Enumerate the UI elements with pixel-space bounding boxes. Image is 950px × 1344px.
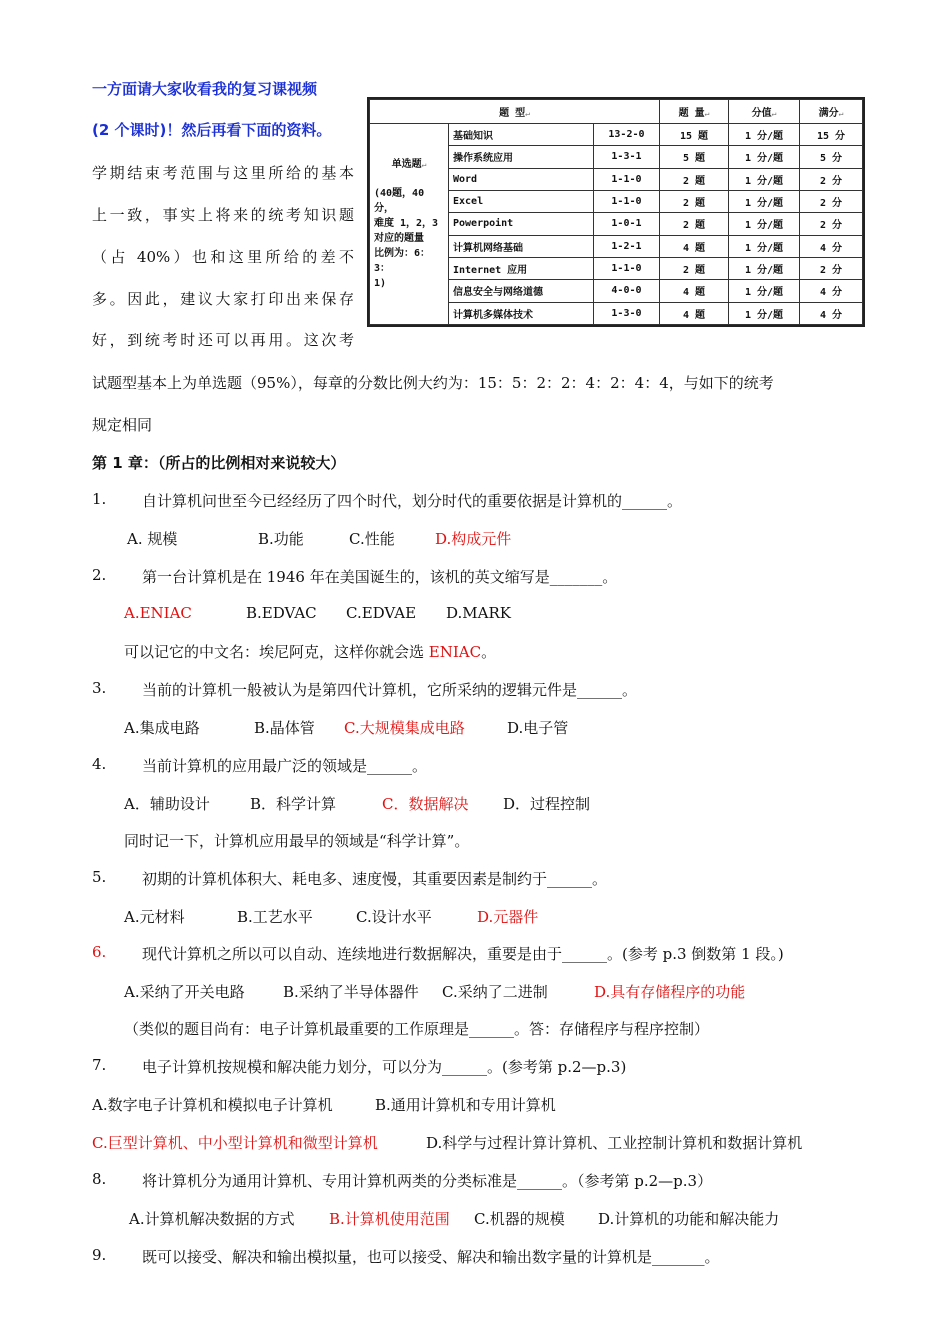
question-note: 同时记一下，计算机应用最早的领域是“科学计算”。 (124, 832, 470, 850)
question-number: 5. (92, 868, 107, 886)
option-c-answer: C.大规模集成电路 (344, 719, 465, 737)
option-c-answer: C.巨型计算机、中小型计算机和微型计算机 (92, 1134, 378, 1152)
table-row-count: 2 题 (660, 213, 729, 235)
question-text: 当前的计算机一般被认为是第四代计算机，它所采纳的逻辑元件是______。 (142, 681, 638, 699)
question-number: 6. (92, 943, 107, 961)
option-a: A.元材料 (124, 908, 185, 926)
option-c: C.EDVAE (346, 604, 417, 622)
table-group-note-1: (40题，40分， (374, 188, 425, 214)
option-a: A.计算机解决数据的方式 (129, 1210, 295, 1228)
option-a: A．辅助设计 (124, 795, 210, 813)
option-c: C.机器的规模 (474, 1210, 565, 1228)
question-text: 当前计算机的应用最广泛的领域是______。 (142, 757, 428, 775)
table-group-note-5: 1) (374, 278, 387, 289)
table-group-label: 单选题↵ (391, 159, 427, 170)
table-row-count: 4 题 (660, 235, 729, 257)
table-row-score: 1 分/题 (729, 146, 800, 168)
question-text: 将计算机分为通用计算机、专用计算机两类的分类标准是______。（参考第 p.2—p.3） (142, 1172, 713, 1190)
option-a: A. 规模 (127, 530, 178, 548)
exam-structure-table (367, 97, 865, 327)
option-d: D.计算机的功能和解决能力 (598, 1210, 780, 1228)
option-a-answer: A.ENIAC (124, 604, 192, 622)
option-d-answer: D.元器件 (477, 908, 539, 926)
question-text: 电子计算机按规模和解决能力划分，可以分为______。(参考第 p.2—p.3) (142, 1058, 627, 1076)
option-b: B.EDVAC (246, 604, 317, 622)
table-row-topic: Word (449, 168, 594, 190)
table-row-topic: 基础知识 (449, 124, 594, 146)
intro-line-5: 好，到统考时还可以再用。这次考 (92, 331, 354, 349)
table-row-topic: 信息安全与网络道德 (449, 280, 594, 302)
option-c-answer: C．数据解决 (382, 795, 469, 813)
table-header-count: 题 量↵ (660, 100, 729, 124)
question-text: 自计算机问世至今已经经历了四个时代，划分时代的重要依据是计算机的______。 (142, 492, 683, 510)
option-b: B.通用计算机和专用计算机 (375, 1096, 556, 1114)
option-d: D.电子管 (507, 719, 569, 737)
intro-line-4: 多。因此，建议大家打印出来保存 (92, 290, 354, 308)
intro-line-1: 学期结束考范围与这里所给的基本 (92, 164, 354, 182)
question-text: 第一台计算机是在 1946 年在美国诞生的，该机的英文缩写是_______。 (142, 568, 618, 586)
table-row-code: 1-1-0 (593, 168, 659, 190)
table-header-type: 题 型↵ (370, 100, 660, 124)
chapter-heading: 第 1 章：（所占的比例相对来说较大） (92, 454, 346, 472)
table-row-count: 15 题 (660, 124, 729, 146)
table-group-note-3: 对应的题量 (374, 233, 424, 244)
intro-last-line: 规定相同 (92, 416, 153, 434)
intro-full-line: 试题型基本上为单选题（95%），每章的分数比例大约为：15：5：2：2：4：2：4：4，与如下的统考 (92, 374, 774, 392)
question-note: （类似的题目尚有：电子计算机最重要的工作原理是______。答：存储程序与程序控制） (124, 1020, 710, 1038)
table-row-score: 1 分/题 (729, 190, 800, 212)
question-number: 9. (92, 1246, 107, 1264)
intro-line-2: 上一致，事实上将来的统考知识题 (92, 206, 354, 224)
table-row-topic: Internet 应用 (449, 257, 594, 279)
table-row-score: 1 分/题 (729, 168, 800, 190)
question-number: 3. (92, 679, 107, 697)
intro-blue-line-2: (2 个课时)！然后再看下面的资料。 (92, 121, 332, 139)
table-header-full: 满分↵ (800, 100, 863, 124)
option-d-answer: D.具有存储程序的功能 (594, 983, 746, 1001)
question-number: 2. (92, 566, 107, 584)
table-group-note-2: 难度 1，2，3 (374, 218, 439, 229)
intro-line-3: （占 40%）也和这里所给的差不 (92, 248, 354, 266)
table-row-code: 4-0-0 (593, 280, 659, 302)
table-row-full: 5 分 (800, 146, 863, 168)
table-row-count: 2 题 (660, 190, 729, 212)
table-row-full: 15 分 (800, 124, 863, 146)
table-row-count: 4 题 (660, 280, 729, 302)
table-row-code: 1-3-0 (593, 302, 659, 324)
table-row-code: 1-1-0 (593, 257, 659, 279)
option-c: C.设计水平 (356, 908, 432, 926)
option-d-answer: D.构成元件 (435, 530, 512, 548)
option-b: B.工艺水平 (237, 908, 313, 926)
option-c: C.性能 (349, 530, 395, 548)
table-row-topic: 计算机网络基础 (449, 235, 594, 257)
option-b: B．科学计算 (250, 795, 337, 813)
table-row-score: 1 分/题 (729, 257, 800, 279)
table-row-full: 4 分 (800, 235, 863, 257)
option-b: B.采纳了半导体器件 (283, 983, 419, 1001)
option-c: C.采纳了二进制 (442, 983, 548, 1001)
table-row-full: 4 分 (800, 280, 863, 302)
table-row-full: 2 分 (800, 168, 863, 190)
table-row-code: 13-2-0 (593, 124, 659, 146)
option-b: B.功能 (258, 530, 304, 548)
note-answer: ENIAC (428, 643, 482, 661)
question-text: 初期的计算机体积大、耗电多、速度慢，其重要因素是制约于______。 (142, 870, 608, 888)
question-text: 现代计算机之所以可以自动、连续地进行数据解决，重要是由于______。(参考 p.3 倒数第 1 段。) (142, 945, 784, 963)
table-row-count: 5 题 (660, 146, 729, 168)
question-number: 8. (92, 1170, 107, 1188)
question-number: 1. (92, 490, 107, 508)
table-row-full: 2 分 (800, 213, 863, 235)
table-row-score: 1 分/题 (729, 302, 800, 324)
question-note: 可以记它的中文名：埃尼阿克，这样你就会选 ENIAC。 (124, 643, 497, 661)
table-header-score: 分值↵ (729, 100, 800, 124)
table-row-score: 1 分/题 (729, 213, 800, 235)
table-row-full: 2 分 (800, 190, 863, 212)
option-b-answer: B.计算机使用范围 (329, 1210, 450, 1228)
table-row-code: 1-3-1 (593, 146, 659, 168)
table-row-topic: Powerpoint (449, 213, 594, 235)
option-a: A.采纳了开关电路 (124, 983, 245, 1001)
option-a: A.集成电路 (124, 719, 200, 737)
option-d: D．过程控制 (503, 795, 591, 813)
table-group-note-4: 比例为：6：3： (374, 248, 431, 274)
table-row-topic: Excel (449, 190, 594, 212)
table-row-code: 1-0-1 (593, 213, 659, 235)
table-row-full: 2 分 (800, 257, 863, 279)
question-text: 既可以接受、解决和输出模拟量，也可以接受、解决和输出数字量的计算机是_______。 (142, 1248, 720, 1266)
table-row-topic: 操作系统应用 (449, 146, 594, 168)
table-row-code: 1-1-0 (593, 190, 659, 212)
option-b: B.晶体管 (254, 719, 315, 737)
table-row-score: 1 分/题 (729, 280, 800, 302)
question-number: 4. (92, 755, 107, 773)
table-row-count: 2 题 (660, 257, 729, 279)
table-row-count: 4 题 (660, 302, 729, 324)
table-row-score: 1 分/题 (729, 235, 800, 257)
table-row-full: 4 分 (800, 302, 863, 324)
option-a: A.数字电子计算机和模拟电子计算机 (92, 1096, 333, 1114)
option-d: D.科学与过程计算计算机、工业控制计算机和数据计算机 (426, 1134, 803, 1152)
intro-blue-line-1: 一方面请大家收看我的复习课视频 (92, 80, 318, 98)
table-group-cell (370, 124, 449, 325)
table-row-code: 1-2-1 (593, 235, 659, 257)
option-d: D.MARK (446, 604, 511, 622)
question-number: 7. (92, 1056, 107, 1074)
table-row-score: 1 分/题 (729, 124, 800, 146)
table-row-topic: 计算机多媒体技术 (449, 302, 594, 324)
table-row-count: 2 题 (660, 168, 729, 190)
